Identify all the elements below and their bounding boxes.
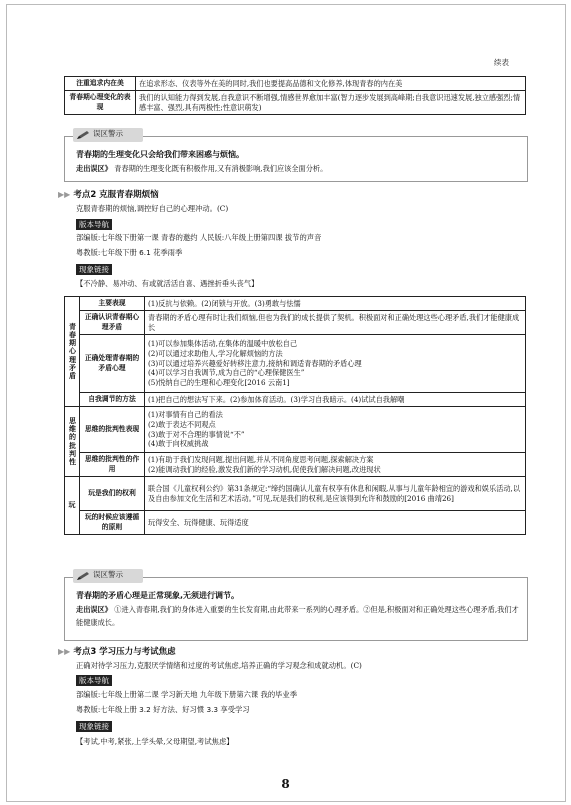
requirement-text: 克服青春期的烦恼,调控好自己的心理冲动。(C)	[76, 204, 229, 213]
row-header: 正确处理青春期的矛盾心理	[80, 335, 145, 393]
table-row	[65, 335, 526, 393]
row-value: 玩得安全、玩得健康、玩得适度	[145, 511, 526, 535]
section-title: ▶▶ 考点3 学习压力与考试焦虑	[58, 647, 176, 657]
warning-header: 误区警示	[73, 569, 143, 583]
table-row	[65, 393, 526, 407]
row-header: 青春期心理变化的表现	[65, 91, 136, 115]
row-header: 注重追求内在美	[65, 77, 136, 91]
table-row	[65, 407, 526, 453]
knowledge-table	[64, 296, 526, 535]
table-row	[65, 297, 526, 311]
version-nav-label: 版本导航	[76, 219, 112, 230]
phenomenon-label: 现象链接	[76, 721, 112, 732]
row-header: 玩是我们的权利	[80, 477, 145, 511]
row-header: 自我调节的方法	[80, 393, 145, 407]
category-cell: 青春期心理矛盾	[65, 297, 80, 407]
category-cell: 玩	[65, 477, 80, 535]
row-header: 正确认识青春期心理矛盾	[80, 311, 145, 335]
misconception-statement: 青春期的矛盾心理是正常现象,无须进行调节。	[76, 591, 240, 600]
row-header: 思维的批判性表现	[80, 407, 145, 453]
row-value: (1)把自己的想法写下来。(2)参加体育活动。(3)学习自我暗示。(4)试试自我解嘲	[145, 393, 526, 407]
row-value: 青春期的矛盾心理有时让我们烦恼,但也为我们的成长提供了契机。积极面对和正确处理这些心理矛盾,我们才能健康成长	[145, 311, 526, 335]
row-header: 主要表现	[80, 297, 145, 311]
table-row	[65, 511, 526, 535]
continued-label: 续表	[494, 58, 509, 67]
misconception-statement: 青春期的生理变化只会给我们带来困惑与烦恼。	[76, 150, 244, 159]
triangle-icon: ▶▶	[58, 190, 71, 199]
page-number: 8	[281, 777, 290, 791]
row-value: 在追求形态、仪表等外在美的同时,我们也要提高品德和文化修养,体现青春的内在美	[136, 77, 526, 91]
table-row	[65, 77, 526, 91]
row-value: (1)有助于我们发现问题,提出问题,并从不同角度思考问题,探索解决方案 (2)能调动我们的经验,激发我们新的学习动机,促使我们解决问题,改进现状	[145, 453, 526, 477]
table-row	[65, 477, 526, 511]
version-nav-line: 部编版:七年级下册第一课 青春的邀约 人民版:八年级上册第四课 拔节的声音	[76, 233, 322, 242]
row-value: 我们的认知能力得到发展,自我意识不断增强,情感世界愈加丰富(智力逐步发展到高峰期;自我意识迅速发展,独立感强烈;情感丰富、强烈,具有两极性;性意识萌发)	[136, 91, 526, 115]
requirement-text: 正确对待学习压力,克服厌学情绪和过度的考试焦虑,培养正确的学习观念和成就动机。(C)	[76, 661, 362, 670]
category-cell: 思维的批判性	[65, 407, 80, 477]
row-value: (1)可以参加集体活动,在集体的温暖中放松自己 (2)可以通过求助他人,学习化解烦恼的方法 (3)可以通过培养兴趣爱好转移注意力,接纳和调适青春期的矛盾心理 (4)可以学习自我调节,成为自己的“心理保健医生” (5)悦纳自己的生理和心理变化[2016 云南1]	[145, 335, 526, 393]
error-warning-box	[64, 570, 528, 641]
row-value: 联合国《儿童权利公约》第31条规定:“缔约国确认儿童有权享有休息和闲暇,从事与儿童年龄相宜的游戏和娱乐活动,以及自由参加文化生活和艺术活动。”可见,玩是我们的权利,是应该得到允许和鼓励的[2016 曲靖26]	[145, 477, 526, 511]
version-nav-line: 部编版:七年级上册第二课 学习新天地 九年级下册第六课 我的毕业季	[76, 690, 298, 699]
phenomenon-label: 现象链接	[76, 264, 112, 275]
warning-header: 误区警示	[73, 128, 143, 142]
version-nav-label: 版本导航	[76, 675, 112, 686]
phenomenon-text: 【不冷静、易冲动、有或就活活自喜、遇挫折垂头丧气】	[76, 279, 259, 288]
row-value: (1)对事情有自己的看法 (2)敢于表达不同观点 (3)敢于对不合理的事情说“不” (4)敢于向权威挑战	[145, 407, 526, 453]
version-nav-line: 粤教版:七年级上册 3.2 好方法、好习惯 3.3 享受学习	[76, 705, 250, 714]
version-nav-line: 粤教版:七年级下册 6.1 花季雨季	[76, 248, 183, 257]
table-row	[65, 311, 526, 335]
pencil-icon	[76, 130, 90, 143]
exit-misconception: 走出误区》 ①进入青春期,我们的身体进入重要的生长发育期,由此带来一系列的心理矛盾。②但是,积极面对和正确处理这些心理矛盾,我们才能健康成长。	[76, 605, 519, 627]
table-continued	[64, 76, 526, 115]
table-row	[65, 453, 526, 477]
phenomenon-text: 【考试,中考,紧张,上学头晕,父母期望,考试焦虑】	[76, 737, 234, 746]
triangle-icon: ▶▶	[58, 647, 71, 656]
row-value: (1)反抗与依赖。(2)闭锁与开放。(3)勇敢与怯懦	[145, 297, 526, 311]
error-warning-box	[64, 129, 528, 182]
exit-misconception: 走出误区》 青春期的生理变化既有积极作用,又有消极影响,我们应该全面分析。	[76, 164, 328, 173]
pencil-icon	[76, 571, 90, 584]
row-header: 玩的时候应该遵循的原则	[80, 511, 145, 535]
table-row	[65, 91, 526, 115]
section-title: ▶▶ 考点2 克服青春期烦恼	[58, 190, 159, 200]
row-header: 思维的批判性的作用	[80, 453, 145, 477]
